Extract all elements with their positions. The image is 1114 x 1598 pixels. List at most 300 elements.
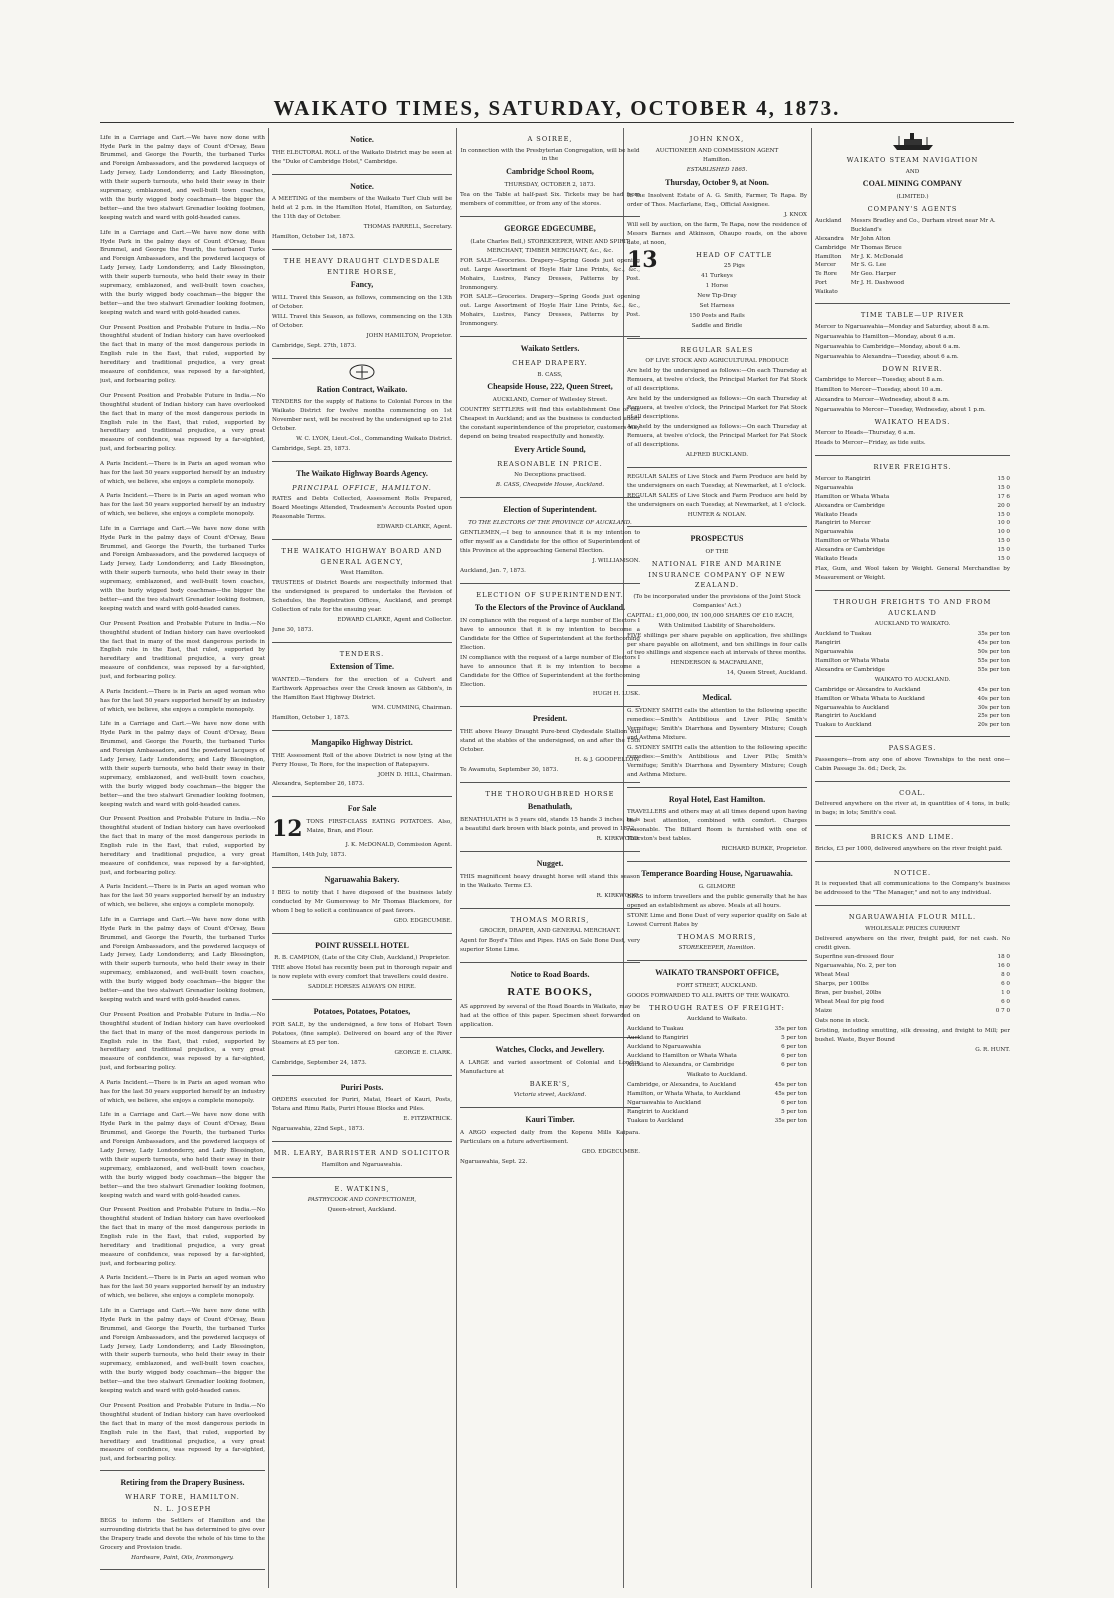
table-row: [815, 989, 1010, 998]
table-row: [815, 962, 1010, 971]
ad-heading: A SOIREE,: [527, 135, 573, 143]
ad-soiree: [460, 128, 640, 217]
row-label: Hamilton or Whata Whata to Auckland: [815, 695, 925, 702]
ad-note: SADDLE HORSES ALWAYS ON HIRE.: [308, 984, 416, 991]
table-row: [815, 253, 1010, 262]
ad-subheading: PRINCIPAL OFFICE, HAMILTON.: [292, 483, 432, 492]
ad-body: FOR SALE, by the undersigned, a few tons of Hobart Town Potatoes, (fine sample). Delivered on board any of the River Steamers at £5 per ton.: [272, 1021, 452, 1046]
article-paragraph: Our Present Position and Probable Future in India.—No thoughtful student of Indian history can have overlooked the fact that in many of the most dangerous periods in English rule in the East, that ruled, supported by hereditary and traditional prejudice, a very great measure of confidence, was reposed by a far-sighted, just, and forbearing policy.: [100, 1402, 265, 1463]
table-row: [815, 686, 1010, 695]
list-item: Ngaruawahia to Cambridge—Monday, about 6 a.m.: [815, 343, 961, 350]
ad-subheading: OF LIVE STOCK AND AGRICULTURAL PRODUCE: [645, 358, 789, 365]
column-divider: [811, 128, 812, 1588]
row-label: Sharps, per 100lbs: [815, 981, 869, 988]
ad-signature: EDWARD CLARKE, Agent.: [376, 524, 452, 531]
ad-signature: H. & J. GOODFELLOW.: [574, 757, 640, 763]
agent-name: Mr John Alton: [850, 235, 891, 242]
ad-heading: Fancy,: [350, 280, 374, 290]
row-value: 45s per ton: [774, 1090, 807, 1097]
row-value: 35s per ton: [774, 1026, 807, 1033]
row-value: 45s per ton: [977, 686, 1010, 693]
table-row: [815, 235, 1010, 244]
list-item: Ngaruawahia to Alexandra—Tuesday, about 6 a.m.: [815, 353, 959, 360]
ad-rates-heading: THROUGH RATES OF FREIGHT:: [649, 1003, 785, 1012]
table-row: [815, 217, 1010, 235]
ad-date: Hamilton, 14th July, 1873.: [272, 852, 347, 859]
ad-watkins: [272, 1178, 452, 1222]
row-value: 1 0: [1001, 990, 1010, 997]
ad-venue: Cambridge School Room,: [506, 167, 594, 177]
ad-highway-agency: [272, 462, 452, 540]
ad-body: TONS FIRST-CLASS EATING POTATOES. Also, Maize, Bran, and Flour.: [306, 819, 452, 835]
ad-heading: BRICKS AND LIME.: [870, 833, 955, 842]
table-row: [815, 648, 1010, 657]
ad-place: West Hamilton.: [340, 570, 384, 577]
ad-heading: POINT RUSSELL HOTEL: [315, 940, 409, 950]
table-row: [815, 712, 1010, 721]
ad-heading: Election of Superintendent.: [503, 505, 597, 515]
ad-place: WHARF TORE, HAMILTON.: [125, 1492, 240, 1501]
ad-tenders: [272, 643, 452, 731]
table-row: [815, 657, 1010, 666]
row-label: Cambridge or Alexandra to Auckland: [815, 686, 921, 693]
agent-town: Hamilton: [815, 253, 842, 260]
row-label: Hamilton, or Whata Whata, to Auckland: [627, 1090, 741, 1097]
row-value: 50s per ton: [977, 648, 1010, 655]
row-label: Alexandra or Cambridge: [815, 547, 885, 554]
ad-heading: NOTICE.: [893, 868, 932, 877]
ad-heading: RIVER FREIGHTS.: [873, 463, 952, 472]
freight-table: [627, 1081, 807, 1126]
ad-body: BENATHULATH is 5 years old, stands 15 hands 3 inches, he is a beautiful dark brown with black points, and proved in 1872.: [460, 817, 640, 833]
row-label: Maize: [815, 1008, 833, 1015]
ad-signature: GEO. EDGECUMBE.: [581, 1149, 640, 1156]
ad-regular-sales: [627, 339, 807, 468]
row-value: 8 0: [1001, 972, 1010, 979]
article-paragraph: Our Present Position and Probable Future in India.—No thoughtful student of Indian history can have overlooked the fact that in many of the most dangerous periods in English rule in the East, that ruled, supported by hereditary and traditional prejudice, a very great measure of confidence, was reposed by a far-sighted, just, and forbearing policy.: [100, 816, 265, 876]
table-row: [815, 980, 1010, 989]
ad-place: 14, Queen Street, Auckland.: [726, 670, 807, 677]
ad-body: Bricks, £3 per 1000, delivered anywhere on the river freight paid.: [815, 845, 1003, 852]
table-row: [815, 704, 1010, 713]
table-row: [815, 1007, 1010, 1016]
table-row: [627, 1081, 807, 1090]
table-row: [815, 493, 1010, 502]
list-item: New Tip-Dray: [697, 293, 737, 300]
list-item: Ngaruawahia to Mercer—Tuesday, Wednesday, about 1 p.m.: [815, 406, 986, 413]
ad-notice-electoral: [272, 128, 452, 175]
row-value: 18 0: [997, 954, 1010, 961]
ad-signature: R. KIRKWOOD.: [596, 892, 640, 899]
table-row: [815, 721, 1010, 730]
ad-horse-fancy: [272, 250, 452, 359]
ad-date: Ngaruawahia, 22nd Sept., 1873.: [272, 1126, 365, 1133]
table-row: [815, 546, 1010, 555]
ad-place: FORT STREET, AUCKLAND.: [676, 982, 758, 989]
ad-heading: Notice to Road Boards.: [510, 970, 590, 979]
ad-heading: Puriri Posts.: [340, 1082, 384, 1092]
table-row: [627, 1052, 807, 1061]
ad-store: Cheapside House, 222, Queen Street,: [487, 382, 613, 392]
agent-town: Te Rore: [815, 271, 837, 278]
ad-signature: J. WILLIAMSON.: [592, 557, 640, 564]
ad-heading: Ration Contract, Waikato.: [316, 384, 408, 394]
ad-and: AND: [905, 168, 920, 175]
ad-signature: G. R. HUNT.: [975, 1046, 1010, 1053]
ad-note: (To be incorporated under the provisions of the Joint Stock Companies' Act.): [633, 593, 801, 609]
row-label: Wheat Meal: [815, 972, 850, 979]
freight-table: [815, 686, 1010, 731]
ad-date: June 30, 1873.: [272, 626, 314, 633]
ad-heading: Temperance Boarding House, Ngaruawahia.: [641, 869, 793, 879]
row-value: 10 0: [997, 529, 1010, 536]
ad-retiring: [100, 1470, 265, 1571]
ad-heading: Ngaruawahia Bakery.: [324, 875, 400, 885]
article-paragraph: A Paris Incident.—There is in Paris an aged woman who has for the last 50 years supported herself by an industry of which, we believe, she enjoys a complete monopoly.: [100, 688, 265, 713]
row-label: Rangiriri to Auckland: [815, 713, 877, 720]
row-value: 6 per ton: [781, 1052, 807, 1059]
ad-liability: With Unlimited Liability of Shareholders.: [658, 622, 776, 629]
list-item: Heads to Mercer—Friday, as tide suits.: [815, 440, 926, 447]
table-row: [815, 953, 1010, 962]
row-label: Ngaruawahia: [815, 529, 854, 536]
ad-signature: J. KNOX: [784, 212, 807, 219]
ad-body: A MEETING of the members of the Waikato Turf Club will be held at 2 p.m. in the Hamilton Hotel, Hamilton, on Saturday, the 11th day of October.: [272, 196, 452, 221]
ad-body: AS approved by several of the Road Boards in Waikato, may be had at the office of this paper. Specimen sheet forwarded on application.: [460, 1004, 640, 1029]
steamship-icon: [890, 132, 936, 152]
ad-subheading: WHOLESALE PRICES CURRENT: [865, 925, 960, 932]
row-label: Auckland to Ngaruawahia: [627, 1044, 701, 1051]
ad-body: TRUSTEES of District Boards are respectfully informed that the undersigned is prepared to undertake the Revision of Schedules, the Registration Offices, Auckland, and prompt Collection of rate for the ensuing year.: [272, 580, 452, 614]
ad-name: BAKER'S,: [529, 1079, 571, 1088]
article-paragraph: A Paris Incident.—There is in Paris an aged woman who has for the last 50 years supported herself by an industry of which, we believe, she enjoys a complete monopoly.: [100, 1275, 265, 1300]
ad-signature: THOMAS MORRIS,: [677, 932, 757, 941]
ad-body: TRAVELLERS and others may at all times depend upon having the best attention, combined with comfort. Charges reasonable. The Billiard Room is furnished with one of Thurston's best tables.: [627, 809, 807, 843]
row-value: 5 per ton: [781, 1035, 807, 1042]
row-value: 5 per ton: [781, 1108, 807, 1115]
ad-body: I BEG to notify that I have disposed of the business lately conducted by Mr Gumersway to Mr Thomas Blackmore, for whom I beg to solicit a continuance of past favors.: [272, 889, 452, 914]
ad-hunter-nolan: [627, 468, 807, 528]
ad-body: A LARGE and varied assortment of Colonial and London Manufacture at: [460, 1060, 640, 1075]
ad-body: GENTLEMEN,—I beg to announce that it is my intention to offer myself as a Candidate for the office of Superintendent of this Province at the approaching General Election.: [460, 529, 640, 554]
ad-signature: HUNTER & NOLAN.: [687, 511, 747, 518]
agent-town: Mercer: [815, 262, 836, 269]
crest-icon: [342, 363, 382, 381]
ad-body: G. SYDNEY SMITH calls the attention to the following specific remedies:—Smith's Antibilious and Liver Pills; Smith's Vermifuge; Smith's Diarrhœa and Dysentery Mixture; Cough and Asthma Mixture.: [627, 708, 807, 741]
ad-heading: THROUGH FREIGHTS TO AND FROM AUCKLAND: [833, 598, 992, 617]
ad-body: COUNTRY SETTLERS will find this establishment One of the Cheapest in Auckland; and as the business is conducted under the constant superintendence of the proprietor, customers may depend on being treated respectfully and honestly.: [460, 407, 640, 441]
ad-temperance: [627, 862, 807, 961]
ad-heading: TIME TABLE—UP RIVER: [860, 311, 965, 320]
table-row: [815, 261, 1010, 270]
ad-heading: PASSAGES.: [888, 744, 937, 753]
ad-body: IN compliance with the request of a large number of Electors I have to announce that it is my intention to become a Candidate for the Office of Superintendent at the forthcoming Election.: [460, 617, 640, 651]
row-label: Ngaruawahia, No. 2, per ton: [815, 963, 897, 970]
row-label: Ngaruawahia to Auckland: [815, 704, 889, 711]
table-row: [627, 1043, 807, 1052]
ad-subheading: AUCTIONEER AND COMMISSION AGENT: [655, 147, 779, 154]
ad-kauri: [460, 1108, 640, 1174]
ad-signature: THOMAS FARRELL, Secretary.: [363, 224, 452, 231]
row-value: 35s per ton: [977, 631, 1010, 638]
ad-transport-office: [627, 961, 807, 1131]
ad-name: G. GILMORE: [698, 883, 736, 890]
table-row: [627, 1108, 807, 1117]
column-divider: [268, 128, 269, 1588]
ad-notice: [815, 862, 1010, 906]
ad-puriri: [272, 1076, 452, 1143]
ad-body: FOR SALE—Groceries. Drapery—Spring Goods just opening out. Large Assortment of Hoyle Hair Line Prints, &c., &c., Mohairs, Lustres, Fancy Dresses, Patterns by Post. Ironmongery.: [460, 294, 640, 328]
ad-date: Thursday, October 9, at Noon.: [665, 178, 769, 188]
freight-table: [627, 1025, 807, 1070]
ad-subheading: Benathulath,: [527, 802, 573, 812]
article-paragraph: Our Present Position and Probable Future in India.—No thoughtful student of Indian history can have overlooked the fact that in many of the most dangerous periods in English rule in the East, that ruled, supported by hereditary and traditional prejudice, a very great measure of confidence, was reposed by a far-sighted, just, and forbearing policy.: [100, 324, 265, 385]
row-label: Ngaruawahia: [815, 484, 854, 491]
table-row: [815, 555, 1010, 564]
ad-body: G. SYDNEY SMITH calls the attention to the following specific remedies:—Smith's Antibilious and Liver Pills; Smith's Vermifuge; Smith's Diarrhœa and Dysentery Mixture; Cough and Asthma Mixture.: [627, 744, 807, 778]
article-paragraph: Life in a Carriage and Cart.—We have now done with Hyde Park in the palmy days of Count d'Orsay, Beau Brummel, and George the Fourth, the turbaned Turks and Foreign Ambassadors, and the powdered lacqueys of Lady Jersey, Lady Londonderry, and Lady Blessington, with their superb turnouts, who held their sway in their supremacy, emblazoned, and well-built town coaches, with the burly wigged body coachman—the bigger the better—and the two stalwart Grenadier looking footmen, keeping watch and ward with gold-headed canes.: [100, 1112, 265, 1199]
article-paragraph: Life in a Carriage and Cart.—We have now done with Hyde Park in the palmy days of Count d'Orsay, Beau Brummel, and George the Fourth, the turbaned Turks and Foreign Ambassadors, and the powdered lacqueys of Lady Jersey, Lady Londonderry, and Lady Blessington, with their superb turnouts, who held their sway in their supremacy, emblazoned, and well-built town coaches, with the burly wigged body coachman—the bigger the better—and the two stalwart Grenadier looking footmen, keeping watch and ward with gold-headed canes.: [100, 916, 265, 1004]
ad-subheading: Waikato to Auckland.: [686, 1071, 748, 1078]
row-label: Bran, per bushel, 20lbs: [815, 990, 882, 997]
agent-name: Mr S. G. Lee: [850, 262, 887, 269]
list-item: Set Harness: [699, 303, 735, 310]
freight-table: [815, 630, 1010, 675]
table-row: [815, 519, 1010, 528]
row-label: Rangiriri: [815, 639, 841, 646]
list-item: 150 Posts and Rails: [689, 313, 745, 320]
ad-body: GOODS FORWARDED TO ALL PARTS OF THE WAIKATO.: [627, 992, 790, 999]
column-1: [100, 128, 265, 1588]
list-item: Hamilton to Mercer—Tuesday, about 10 a.m.: [815, 386, 943, 393]
ad-body: Delivered anywhere on the river at, in quantities of 4 tons, in bulk; in bags; in lots; Smith's coal.: [815, 801, 1010, 817]
ad-river-freights: [815, 456, 1010, 591]
ad-ration-contract: [272, 359, 452, 462]
ad-signature: JOHN HAMILTON, Proprietor.: [366, 332, 452, 339]
ad-signature: HENDERSON & MACFARLANE,: [670, 660, 764, 667]
row-label: Auckland to Tuakau: [815, 631, 872, 638]
ad-established: ESTABLISHED 1865.: [686, 167, 748, 174]
ad-body: Delivered anywhere on the river, freight paid, for net cash. No credit given.: [815, 935, 1010, 951]
ad-date: THURSDAY, OCTOBER 2, 1873.: [504, 182, 596, 189]
table-row: [815, 244, 1010, 253]
ad-heading: ELECTION OF SUPERINTENDENT.: [476, 590, 624, 599]
ad-body: Are held by the undersigned as follows:—On each Thursday at Remuera, at twelve o'clock, the Principal Market for Fat Stock of all descriptions.: [627, 424, 807, 448]
ad-coal: [815, 782, 1010, 826]
row-value: 15 0: [997, 484, 1010, 491]
list-item: Saddle and Bridle: [691, 322, 743, 329]
ad-signature: JOHN D. HILL, Chairman.: [378, 771, 452, 778]
ad-heading: WAIKATO STEAM NAVIGATION: [846, 156, 979, 164]
agent-name: Mr J. K. McDonald: [850, 253, 904, 260]
ad-nugget: [460, 852, 640, 909]
ad-date: Cambridge, Sept. 27th, 1873.: [272, 342, 357, 349]
ad-body: FOR SALE—Groceries. Drapery—Spring Goods just opening out. Large Assortment of Hoyle Hair Line Prints, &c., &c., Mohairs, Lustres, Fancy Dresses, Patterns by Post. Ironmongery.: [460, 257, 640, 291]
ad-body: RATES and Debts Collected, Assessment Rolls Prepared, Board Meetings Attended, Tradesmen's Accounts Posted upon Reasonable Terms.: [272, 496, 452, 521]
ad-heading: WAIKATO TRANSPORT OFFICE,: [655, 968, 779, 977]
ad-place: STOREKEEPER, Hamilton.: [678, 945, 756, 952]
ad-body: Are held by the undersigned as follows:—On each Thursday at Remuera, at twelve o'clock, the Principal Market for Fat Stock of all descriptions.: [627, 396, 807, 421]
ad-body: THE above Hotel has recently been put in thorough repair and is now replete with every comfort that travellers could desire.: [272, 965, 452, 981]
masthead-rule: [100, 122, 1014, 123]
row-label: Wheat Meal for pig food: [815, 999, 884, 1006]
ad-heading: Potatoes, Potatoes, Potatoes,: [313, 1007, 411, 1017]
ad-subheading: PASTRYCOOK AND CONFECTIONER,: [307, 1197, 417, 1204]
table-row: [815, 279, 1010, 297]
row-value: 15 0: [997, 475, 1010, 482]
ad-body: It is requested that all communications to the Company's business be addressed to the "The Manager," and not to any individual.: [815, 881, 1010, 897]
ad-heading: For Sale: [347, 804, 377, 814]
row-value: 6 per ton: [781, 1061, 807, 1068]
list-item: Mercer to Heads—Thursday, 6 a.m.: [815, 430, 916, 437]
ad-royal-hotel: [627, 788, 807, 862]
table-row: [815, 971, 1010, 980]
ad-signature: RICHARD BURKE, Proprietor.: [721, 846, 807, 853]
ad-general-agency: [272, 540, 452, 643]
row-value: 30s per ton: [977, 704, 1010, 711]
table-row: [815, 639, 1010, 648]
ad-thomas-morris: [460, 909, 640, 963]
masthead-title: WAIKATO TIMES, SATURDAY, OCTOBER 4, 1873.: [273, 96, 841, 120]
ad-subheading: TO THE ELECTORS OF THE PROVINCE OF AUCKLAND.: [468, 519, 632, 526]
column-3: [460, 128, 640, 1588]
ad-tagline: No Deceptions practised.: [514, 472, 586, 479]
row-label: Cambridge, or Alexandra, to Auckland: [627, 1081, 737, 1088]
ad-subheading: WAIKATO HEADS.: [874, 417, 951, 426]
ad-subheading: THE HEAVY DRAUGHT CLYDESDALE ENTIRE HORSE,: [283, 257, 441, 276]
row-value: 35s per ton: [774, 1117, 807, 1124]
ad-heading: Kauri Timber.: [525, 1115, 575, 1125]
ad-body: THE Assessment Roll of the above District is now lying at the Ferry House, Te Rore, for the inspection of Ratepayers.: [272, 752, 452, 768]
row-value: 6 0: [1001, 981, 1010, 988]
table-row: [815, 511, 1010, 520]
ad-signature: WM. CUMMING, Chairman.: [371, 705, 452, 711]
ad-subheading: To the Electors of the Province of Auckland.: [474, 603, 626, 613]
row-value: 55s per ton: [977, 657, 1010, 664]
column-2: [272, 128, 452, 1588]
ad-date: Auckland, Jan. 7, 1873.: [460, 567, 526, 574]
ad-through-freights: [815, 591, 1010, 737]
table-row: [815, 502, 1010, 511]
ad-body: WILL Travel this Season, as follows, commencing on the 13th of October.: [272, 295, 452, 310]
ad-body: WANTED.—Tenders for the erection of a Culvert and Earthwork Approaches over the Creek known as Gibbon's, in the Hamilton East Highway District.: [272, 677, 452, 702]
ad-date: Te Awamutu, September 30, 1873.: [460, 766, 559, 773]
ad-heading: NGARUAWAHIA FLOUR MILL.: [848, 913, 977, 922]
row-value: 15 0: [997, 538, 1010, 545]
row-value: 20s per ton: [977, 722, 1010, 729]
ad-capital: CAPITAL: £1,000,000, IN 100,000 SHARES OF £10 EACH,: [627, 612, 794, 619]
row-label: Mercer to Rangiriri: [815, 475, 871, 482]
row-value: 6 0: [1001, 999, 1010, 1006]
table-row: [627, 1090, 807, 1099]
article-paragraph: Life in a Carriage and Cart.—We have now done with Hyde Park in the palmy days of Count d'Orsay, Beau Brummel, and George the Fourth, the turbaned Turks and Foreign Ambassadors, and the powdered lacqueys of Lady Jersey, Lady Londonderry, and Lady Blessington, with their superb turnouts, who held their sway in their supremacy, emblazoned, and well-built town coaches, with the burly wigged body coachman—the bigger the better—and the two stalwart Grenadier looking footmen, keeping watch and ward with gold-headed canes.: [100, 229, 265, 316]
agent-name: Mr Geo. Harper: [850, 271, 896, 278]
ad-heading: Retiring from the Drapery Business.: [120, 1477, 245, 1487]
article-paragraph: Life in a Carriage and Cart.—We have now done with Hyde Park in the palmy days of Count d'Orsay, Beau Brummel, and George the Fourth, the turbaned Turks and Foreign Ambassadors, and the powdered lacqueys of Lady Jersey, Lady Londonderry, and Lady Blessington, with their superb turnouts, who held their sway in their supremacy, emblazoned, and well-built town coaches, with the burly wigged body coachman—the bigger the better—and the two stalwart Grenadier looking footmen, keeping watch and ward with gold-headed canes.: [100, 134, 265, 222]
ad-place: Victoria street, Auckland.: [513, 1092, 587, 1099]
ad-body: THE ELECTORAL ROLL of the Waikato District may be seen at the "Duke of Cambridge Hotel," Cambridge.: [272, 149, 452, 165]
table-row: [627, 1025, 807, 1034]
table-row: [815, 998, 1010, 1007]
agent-town: Port Waikato: [815, 280, 838, 296]
article-paragraph: Our Present Position and Probable Future in India.—No thoughtful student of Indian history can have overlooked the fact that in many of the most dangerous periods in English rule in the East, that ruled, supported by hereditary and traditional prejudice, a very great measure of confidence, was reposed by a far-sighted, just, and forbearing policy.: [100, 1207, 265, 1267]
ad-coal-title: COAL MINING COMPANY: [862, 179, 963, 189]
ad-heading: THE WAIKATO HIGHWAY BOARD AND GENERAL AGENCY,: [281, 547, 443, 566]
ad-date: Cambridge, September 24, 1873.: [272, 1059, 367, 1066]
ad-heading: THOMAS MORRIS,: [510, 915, 590, 924]
article-paragraph: A Paris Incident.—There is in Paris an aged woman who has for the last 50 years supported herself by an industry of which, we believe, she enjoys a complete monopoly.: [100, 493, 265, 518]
ad-heading: Medical.: [702, 693, 732, 703]
article-paragraph: Our Present Position and Probable Future in India.—No thoughtful student of Indian history can have overlooked the fact that in many of the most dangerous periods in English rule in the East, that ruled, supported by hereditary and traditional prejudice, a very great measure of confidence, was reposed by a far-sighted, just, and forbearing policy.: [100, 620, 265, 681]
ad-note: Oats none in stock.: [815, 1018, 870, 1025]
ad-timetable: [815, 304, 1010, 456]
row-label: Alexandra or Cambridge: [815, 666, 885, 673]
ad-body: REGULAR SALES of Live Stock and Farm Produce are held by the undersigners on each Tuesday, at Newmarket, at 1 o'clock.: [627, 473, 807, 489]
ad-signature: HUGH H. LUSK.: [592, 691, 640, 698]
ad-heading: MR. LEARY, BARRISTER AND SOLICITOR: [273, 1149, 451, 1158]
row-label: Hamilton or Whata Whata: [815, 657, 890, 664]
ad-body: Gristing, including smutting, silk dressing, and freight to Mill; per bushel. Waste, Buyer Bound: [815, 1027, 1010, 1043]
list-item: 25 Pigs: [723, 263, 745, 270]
ad-agents-heading: COMPANY'S AGENTS: [867, 205, 958, 214]
ad-heading: TENDERS.: [339, 649, 385, 658]
row-label: Auckland to Tuakau: [627, 1026, 684, 1033]
ad-signature: R. KIRKWOOD.: [596, 836, 640, 843]
ad-body: THE above Heavy Draught Pure-bred Clydesdale Stallion will stand at the stables of the undersigned, on and after the 15th October.: [460, 729, 640, 754]
row-value: 20 0: [997, 502, 1010, 509]
row-value: 45s per ton: [977, 639, 1010, 646]
list-item: 1 Horse: [705, 283, 729, 290]
row-label: Auckland to Hamilton or Whata Whata: [627, 1052, 737, 1059]
ad-body: STONE Lime and Bone Dust of very superior quality on Sale at Lowest Current Rates by: [627, 912, 807, 928]
row-label: Tuakau to Auckland: [815, 722, 872, 729]
ad-name: B. CASS,: [537, 371, 563, 378]
ad-tagline: Every Article Sound,: [514, 444, 586, 454]
ad-heading: JOHN KNOX,: [689, 135, 745, 143]
ad-subheading: Extension of Time.: [330, 662, 394, 672]
ad-point-russell: [272, 934, 452, 1001]
column-4: [627, 128, 807, 1588]
ad-watches: [460, 1038, 640, 1108]
row-value: 6 per ton: [781, 1044, 807, 1051]
ad-body: FIVE shillings per share payable on application, five shillings per share payable on allotment, and ten shillings in four calls of two shillings and sixpence each at intervals of three months.: [627, 632, 807, 657]
ad-heading: THE THOROUGHBRED HORSE: [485, 789, 615, 798]
ad-body: IN compliance with the request of a large number of Electors I have to announce that it is my intention to become a Candidate for the Office of Superintendent at the forthcoming Election.: [460, 654, 640, 688]
agent-name: Messrs Bradley and Co., Durham street near Mr A. Buckland's: [850, 217, 996, 233]
ad-body: ORDERS executed for Puriri, Matai, Heart of Kauri, Posts, Totara and Rimu Rails, Puriri House Blocks and Piles.: [272, 1097, 452, 1113]
ad-date: Alexandra, September 26, 1873.: [272, 781, 364, 788]
ad-heading: E. WATKINS,: [334, 1184, 390, 1193]
row-label: Hamilton or Whata Whata: [815, 493, 890, 500]
ad-heading: The Waikato Highway Boards Agency.: [296, 469, 428, 479]
row-value: 40s per ton: [977, 695, 1010, 702]
ad-bakery: [272, 868, 452, 934]
row-value: 17 6: [997, 493, 1010, 500]
ad-heading: Waikato Settlers.: [520, 344, 580, 354]
ad-for-sale-potatoes: [272, 797, 452, 868]
ad-signature: GEO. EDGECUMBE.: [393, 917, 452, 924]
row-value: 10 0: [997, 520, 1010, 527]
ad-potatoes: [272, 1000, 452, 1075]
ad-quantity: 12: [272, 816, 303, 843]
row-label: Auckland to Alexandra, or Cambridge: [627, 1061, 735, 1068]
ad-place: Queen-street, Auckland.: [327, 1207, 397, 1214]
ad-prospectus: [627, 527, 807, 686]
table-row: [815, 475, 1010, 484]
ad-signature: ALFRED BUCKLAND.: [685, 451, 749, 458]
ad-signature: EDWARD CLARKE, Agent and Collector.: [337, 616, 452, 623]
ad-body: Tea on the Table at half-past Six. Tickets may be had from members of committee, or from any of the stores.: [460, 192, 640, 208]
